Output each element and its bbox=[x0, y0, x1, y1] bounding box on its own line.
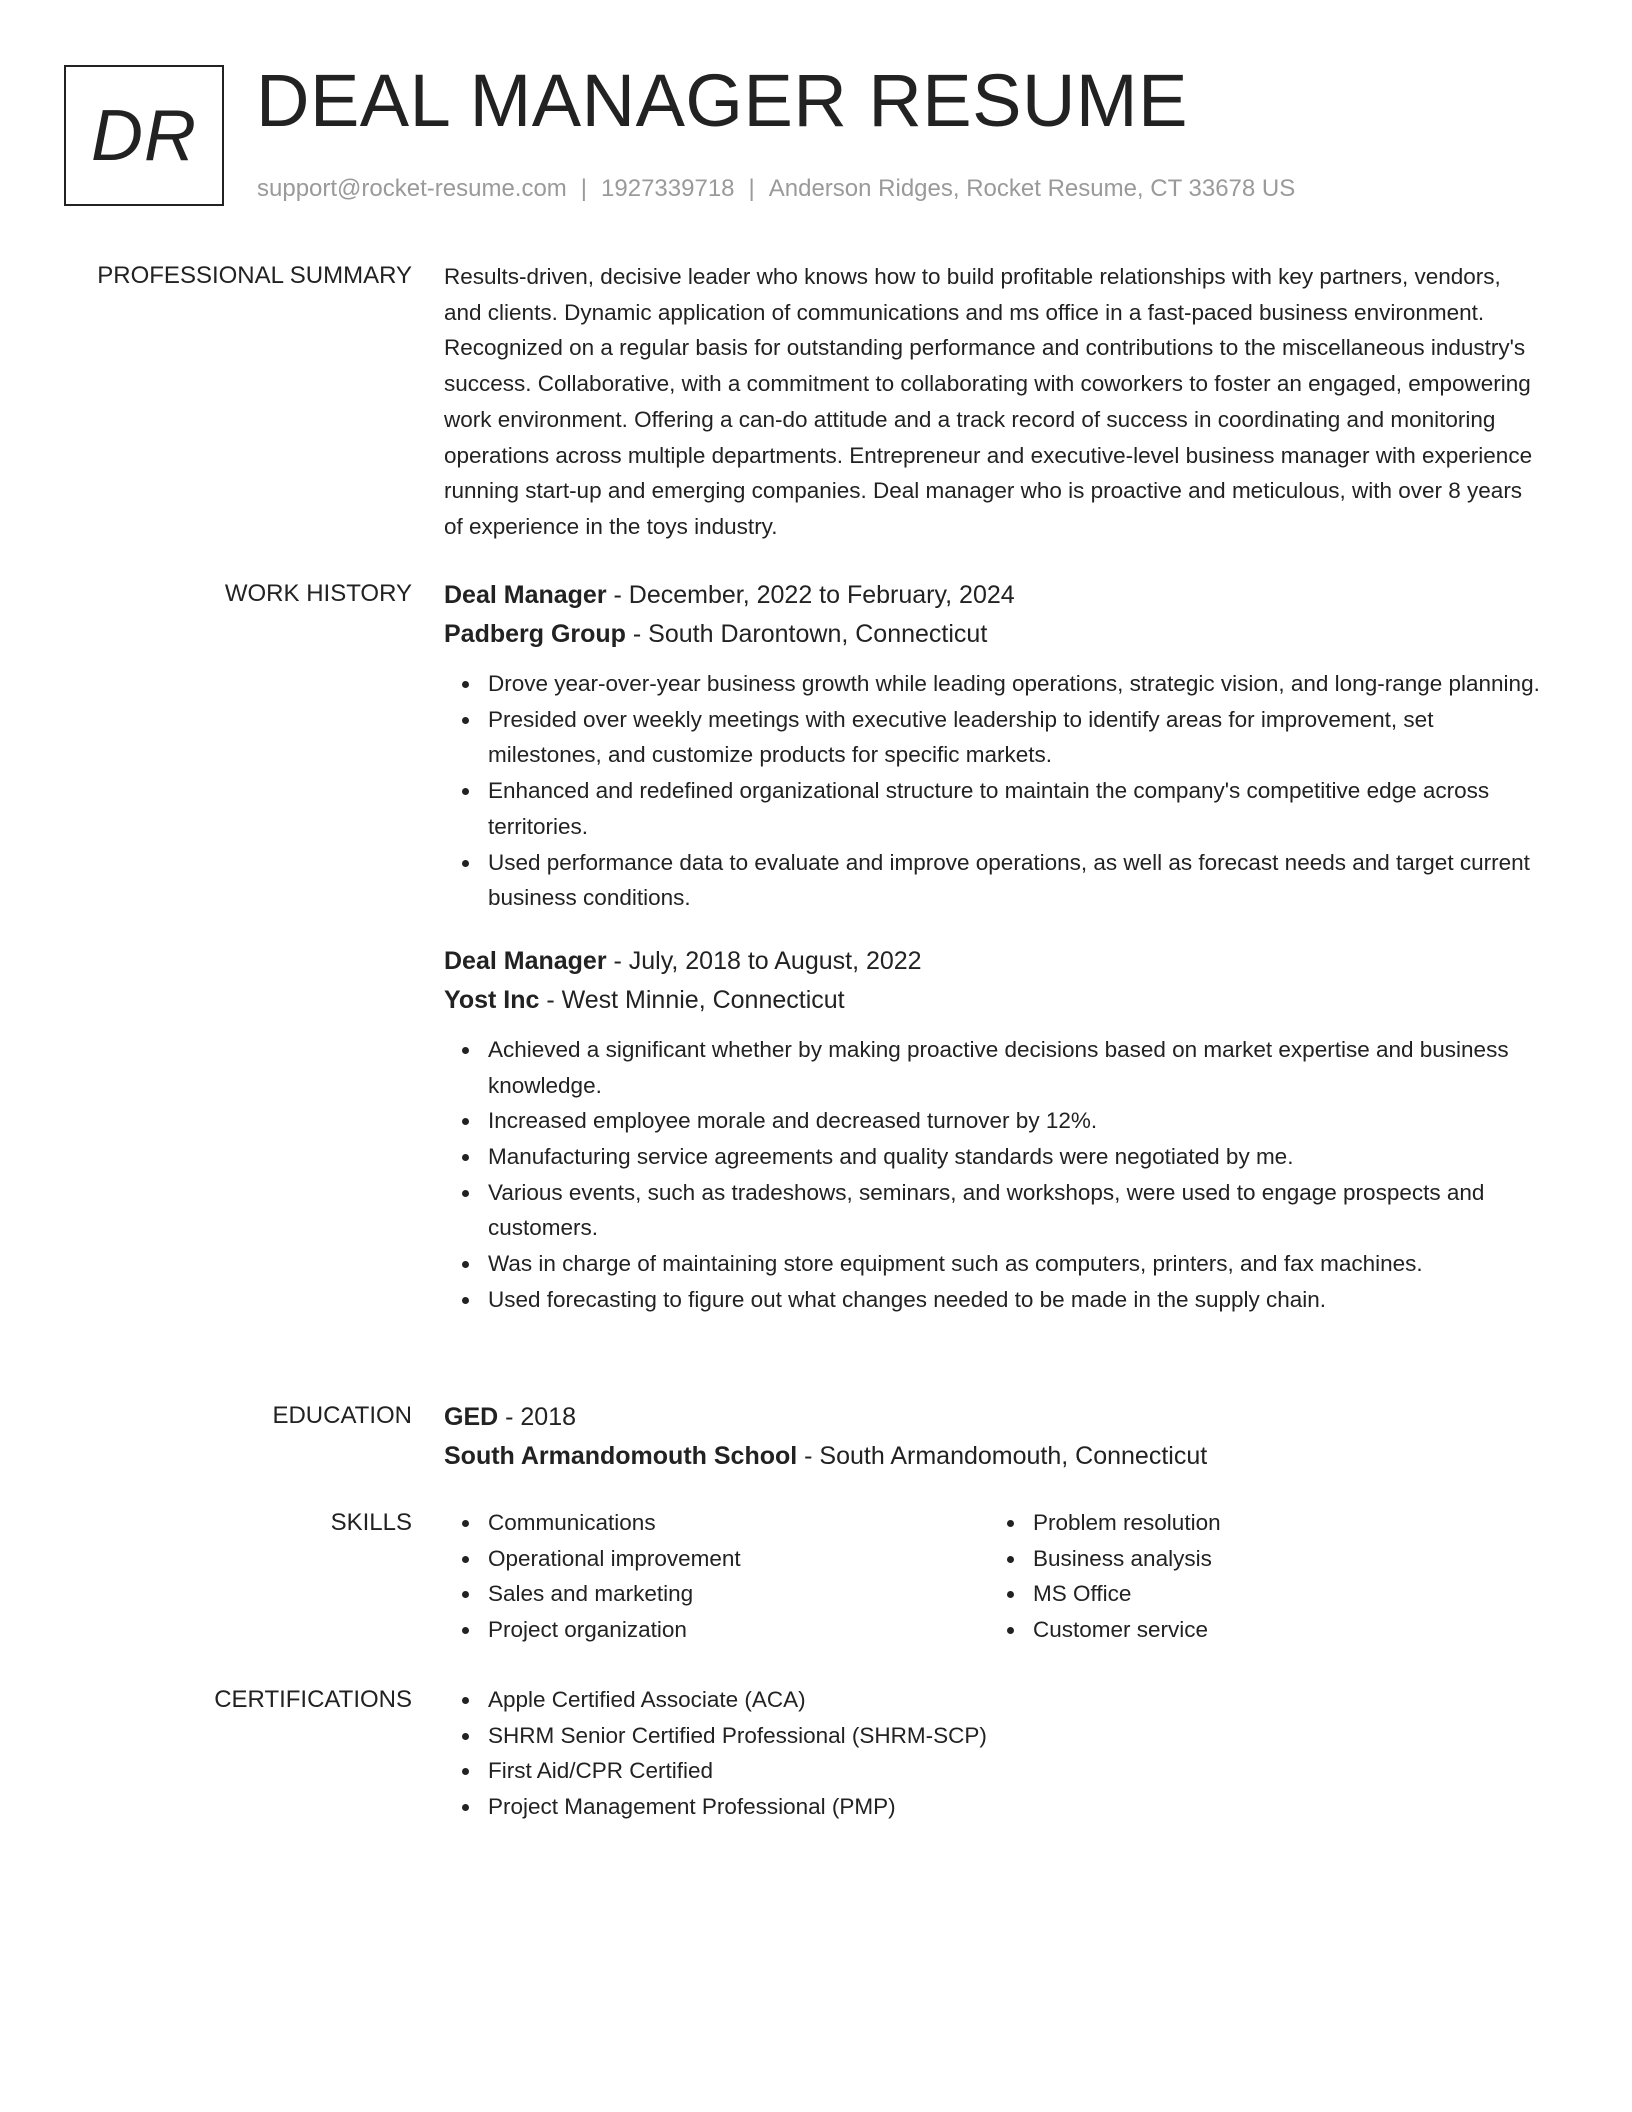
job-location: - West Minnie, Connecticut bbox=[539, 985, 845, 1014]
job-bullets bbox=[444, 666, 1544, 916]
list-item: Operational improvement bbox=[488, 1541, 989, 1577]
contact-line bbox=[257, 172, 1295, 206]
skills-body bbox=[444, 1505, 1544, 1648]
education-school-line bbox=[444, 1437, 1544, 1476]
list-item: First Aid/CPR Certified bbox=[488, 1753, 1544, 1789]
job-company-line bbox=[444, 615, 1544, 654]
summary-text: Results-driven, decisive leader who knows how to build profitable relationships with key partners, vendors, and clients. Dynamic application of communications and ms office in a fast-paced business environment. Recognized on a regular basis for outstanding performance and contributions to the miscellaneous industry's success. Collaborative, with a commitment to collaborating with coworkers to foster an engaged, empowering work environment. Offering a can-do attitude and a track record of success in coordinating and monitoring operations across multiple departments. Entrepreneur and executive-level business manager with experience running start-up and emerging companies. Deal manager who is proactive and meticulous, with over 8 years of experience in the toys industry. bbox=[444, 264, 1533, 539]
list-item: Presided over weekly meetings with executive leadership to identify areas for improvement, set milestones, and customize products for specific markets. bbox=[488, 702, 1544, 773]
job-bullets bbox=[444, 1032, 1544, 1318]
list-item: Project organization bbox=[488, 1612, 989, 1648]
monogram-initials: DR bbox=[91, 95, 197, 176]
education-school: South Armandomouth School bbox=[444, 1442, 798, 1470]
job-company: Yost Inc bbox=[444, 985, 540, 1014]
list-item: Achieved a significant whether by making proactive decisions based on market expertise and business knowledge. bbox=[488, 1032, 1544, 1103]
section-title-skills: SKILLS bbox=[330, 1509, 412, 1536]
resume-title: DEAL MANAGER RESUME bbox=[256, 59, 1188, 142]
list-item: Was in charge of maintaining store equipment such as computers, printers, and fax machines. bbox=[488, 1246, 1544, 1282]
monogram-box bbox=[64, 65, 224, 206]
contact-address: Anderson Ridges, Rocket Resume, CT 33678 US bbox=[768, 175, 1296, 202]
job-role: Deal Manager bbox=[444, 946, 607, 975]
section-title-certifications: CERTIFICATIONS bbox=[214, 1686, 412, 1713]
summary-body bbox=[444, 259, 1544, 545]
job-entry bbox=[444, 942, 1544, 1318]
job-company-line bbox=[444, 981, 1544, 1020]
list-item: Project Management Professional (PMP) bbox=[488, 1789, 1544, 1825]
list-item: Problem resolution bbox=[1033, 1505, 1489, 1541]
contact-separator: | bbox=[748, 175, 755, 202]
list-item: Communications bbox=[488, 1505, 989, 1541]
list-item: SHRM Senior Certified Professional (SHRM-SCP) bbox=[488, 1718, 1544, 1754]
list-item: Business analysis bbox=[1033, 1541, 1489, 1577]
list-item: Used performance data to evaluate and improve operations, as well as forecast needs and target current business conditions. bbox=[488, 845, 1544, 916]
education-degree: GED bbox=[444, 1403, 499, 1431]
education-year: - 2018 bbox=[498, 1403, 577, 1431]
certifications-list bbox=[444, 1682, 1544, 1825]
job-company: Padberg Group bbox=[444, 620, 626, 648]
certifications-body bbox=[444, 1682, 1544, 1825]
job-dates: - December, 2022 to February, 2024 bbox=[606, 581, 1015, 609]
skills-grid bbox=[444, 1505, 1544, 1648]
list-item: Enhanced and redefined organizational structure to maintain the company's competitive edge across territories. bbox=[488, 773, 1544, 844]
contact-separator: | bbox=[580, 175, 588, 202]
list-item: MS Office bbox=[1033, 1576, 1489, 1612]
education-body bbox=[444, 1398, 1544, 1476]
section-title-education: EDUCATION bbox=[272, 1402, 412, 1429]
list-item: Various events, such as tradeshows, seminars, and workshops, were used to engage prospects and customers. bbox=[488, 1175, 1544, 1246]
list-item: Used forecasting to figure out what changes needed to be made in the supply chain. bbox=[488, 1282, 1544, 1318]
job-title-line bbox=[444, 942, 1544, 981]
job-entry bbox=[444, 576, 1544, 916]
job-title-line bbox=[444, 576, 1544, 615]
skills-list-left bbox=[444, 1505, 989, 1648]
section-title-work-history: WORK HISTORY bbox=[224, 580, 412, 607]
section-title-summary: PROFESSIONAL SUMMARY bbox=[97, 262, 412, 289]
contact-phone: 1927339718 bbox=[601, 175, 735, 202]
skills-list-right bbox=[989, 1505, 1489, 1648]
list-item: Manufacturing service agreements and quality standards were negotiated by me. bbox=[488, 1139, 1544, 1175]
job-role: Deal Manager bbox=[444, 581, 607, 609]
work-history-body bbox=[444, 576, 1544, 1318]
list-item: Apple Certified Associate (ACA) bbox=[488, 1682, 1544, 1718]
job-location: - South Darontown, Connecticut bbox=[625, 620, 988, 648]
contact-email: support@rocket-resume.com bbox=[257, 175, 567, 202]
education-degree-line bbox=[444, 1398, 1544, 1437]
education-location: - South Armandomouth, Connecticut bbox=[797, 1442, 1208, 1470]
list-item: Customer service bbox=[1033, 1612, 1489, 1648]
list-item: Sales and marketing bbox=[488, 1576, 989, 1612]
list-item: Drove year-over-year business growth while leading operations, strategic vision, and long-range planning. bbox=[488, 666, 1544, 702]
list-item: Increased employee morale and decreased turnover by 12%. bbox=[488, 1103, 1544, 1139]
job-dates: - July, 2018 to August, 2022 bbox=[606, 946, 922, 975]
